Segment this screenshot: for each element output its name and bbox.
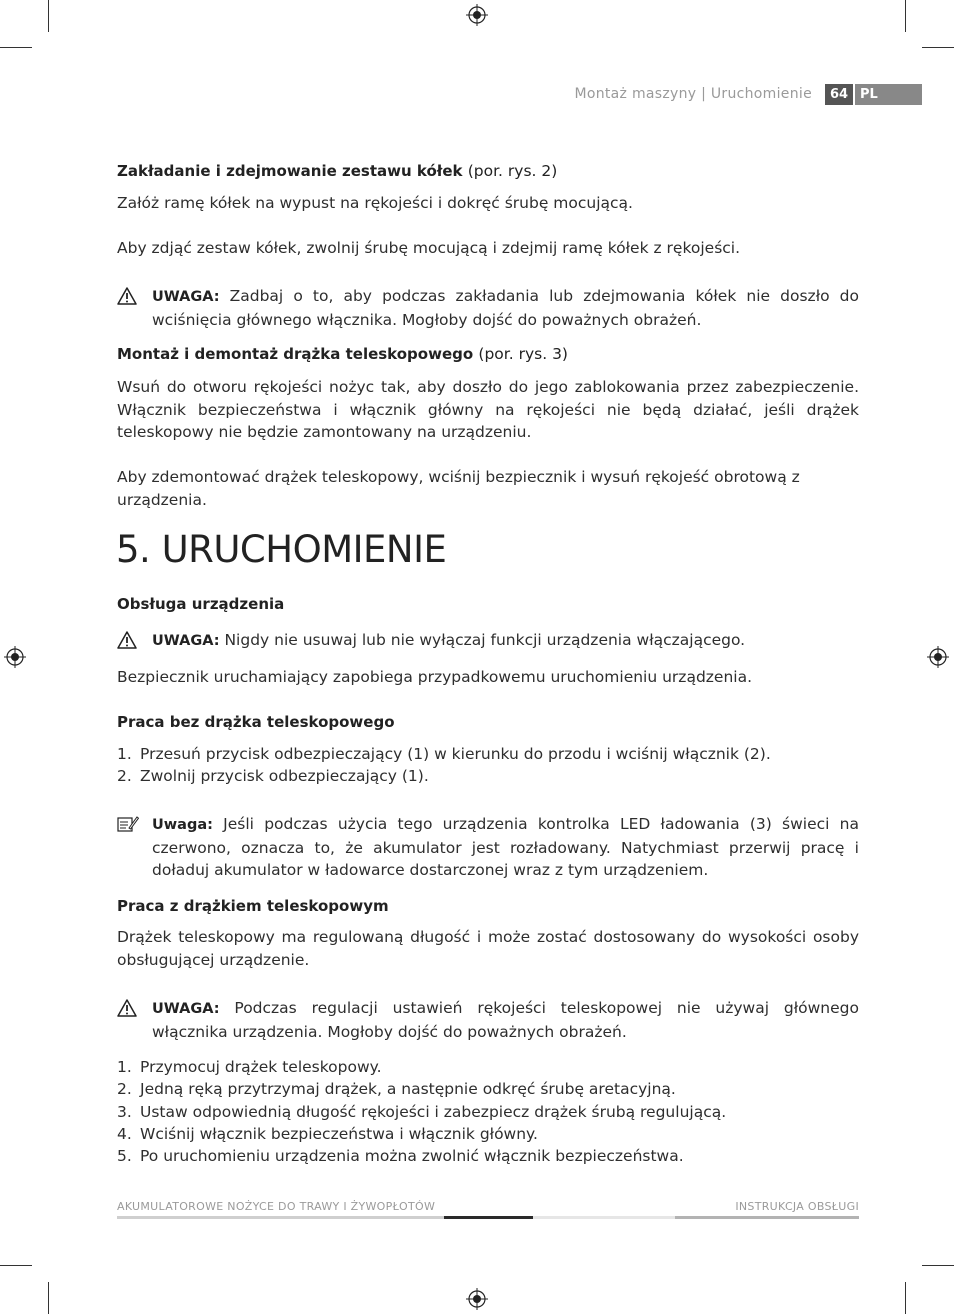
paragraph: Bezpiecznik uruchamiający zapobiega przypadkowemu uruchomieniu urządzenia. — [117, 668, 753, 686]
crop-mark — [48, 0, 49, 32]
crop-mark — [0, 47, 32, 48]
footer-left: AKUMULATOROWE NOŻYCE DO TRAWY I ŻYWOPŁOTÓW — [117, 1200, 436, 1213]
heading-text: Montaż i demontaż drążka teleskopowego — [117, 345, 474, 363]
crop-mark — [922, 1265, 954, 1266]
warning-note — [117, 285, 859, 331]
list-item: 3. Ustaw odpowiednią długość rękojeści i zabezpiecz drążek śrubą regulującą. — [117, 1102, 727, 1121]
registration-mark-icon — [466, 4, 488, 26]
note-pencil-icon — [117, 815, 139, 833]
numbered-list — [117, 1056, 859, 1167]
list-item: 1. Przymocuj drążek teleskopowy. — [117, 1058, 382, 1076]
warning-text: Podczas regulacji ustawień rękojeści teleskopowej nie używaj głównego włącznika urządzenia. Mogłoby dojść do poważnych obrażeń. — [152, 999, 859, 1041]
registration-mark-icon — [4, 646, 26, 668]
warning-text: Nigdy nie usuwaj lub nie wyłączaj funkcji urządzenia włączającego. — [219, 631, 746, 649]
list-item: 4. Wciśnij włącznik bezpieczeństwa i włącznik główny. — [117, 1124, 538, 1143]
footer-bar — [533, 1216, 675, 1219]
note-label: Uwaga: — [152, 817, 213, 833]
warning-note — [117, 629, 859, 653]
crop-mark — [905, 0, 906, 32]
warning-note — [117, 997, 859, 1043]
info-note — [117, 813, 859, 882]
figure-ref: (por. rys. 3) — [478, 345, 568, 363]
section-heading — [117, 345, 568, 363]
heading-text: Zakładanie i zdejmowanie zestawu kółek — [117, 162, 463, 180]
warning-triangle-icon — [117, 999, 137, 1017]
registration-mark-icon — [927, 646, 949, 668]
warning-triangle-icon — [117, 631, 137, 649]
crop-mark — [48, 1282, 49, 1314]
warning-text: Zadbaj o to, aby podczas zakładania lub zdejmowania kółek nie doszło do wciśnięcia głównego włącznika. Mogłoby dojść do poważnych obrażeń. — [152, 287, 859, 329]
language-badge: PL — [855, 84, 922, 105]
registration-mark-icon — [466, 1288, 488, 1310]
list-item: 5. Po uruchomieniu urządzenia można zwolnić włącznik bezpieczeństwa. — [117, 1147, 684, 1166]
footer-bar — [117, 1216, 444, 1219]
paragraph: Aby zdemontować drążek teleskopowy, wciśnij bezpiecznik i wysuń rękojeść obrotową z urządzenia. — [117, 468, 800, 509]
section-heading — [117, 162, 557, 180]
section-heading: Obsługa urządzenia — [117, 595, 285, 613]
note-text: Jeśli podczas użycia tego urządzenia kontrolka LED ładowania (3) świeci na czerwono, oznacza to, że akumulator jest rozładowany. Natychmiast przerwij pracę i doładuj akumulator w ładowarce dostarczonej wraz z tym urządzeniem. — [152, 815, 859, 879]
page-number: 64 — [825, 84, 853, 105]
list-item: 2. Zwolnij przycisk odbezpieczający (1). — [117, 767, 429, 786]
list-item: 1. Przesuń przycisk odbezpieczający (1) w kierunku do przodu i wciśnij włącznik (2). — [117, 745, 771, 763]
paragraph: Drążek teleskopowy ma regulowaną długość i może zostać dostosowany do wysokości osoby obsługującej urządzenie. — [117, 928, 859, 969]
figure-ref: (por. rys. 2) — [467, 162, 558, 180]
paragraph: Aby zdjąć zestaw kółek, zwolnij śrubę mocującą i zdejmij ramę kółek z rękojeści. — [117, 239, 741, 257]
chapter-title: 5. URUCHOMIENIE — [116, 528, 447, 571]
list-item: 2. Jedną ręką przytrzymaj drążek, a następnie odkręć śrubę aretacyjną. — [117, 1080, 676, 1099]
warning-triangle-icon — [117, 287, 137, 305]
crop-mark — [0, 1265, 32, 1266]
section-heading: Praca bez drążka teleskopowego — [117, 713, 395, 731]
footer-right: INSTRUKCJA OBSŁUGI — [735, 1200, 859, 1213]
footer-bar — [444, 1216, 533, 1219]
crop-mark — [905, 1282, 906, 1314]
warning-label: UWAGA: — [152, 289, 220, 305]
numbered-list — [117, 743, 859, 788]
warning-label: UWAGA: — [152, 1001, 220, 1017]
paragraph: Wsuń do otworu rękojeści nożyc tak, aby doszło do jego zablokowania przez zabezpieczenie. Włącznik bezpieczeństwa i włącznik główny na rękojeści nie będą działać, jeśli drążek teleskopowy nie będzie zamontowany na urządzeniu. — [117, 378, 859, 441]
header-section-label: Montaż maszyny | Uruchomienie — [574, 86, 812, 102]
crop-mark — [922, 47, 954, 48]
footer-bar — [675, 1216, 859, 1219]
paragraph: Załóż ramę kółek na wypust na rękojeści i dokręć śrubę mocującą. — [117, 194, 633, 212]
warning-label: UWAGA: — [152, 633, 220, 649]
section-heading: Praca z drążkiem teleskopowym — [117, 897, 389, 915]
